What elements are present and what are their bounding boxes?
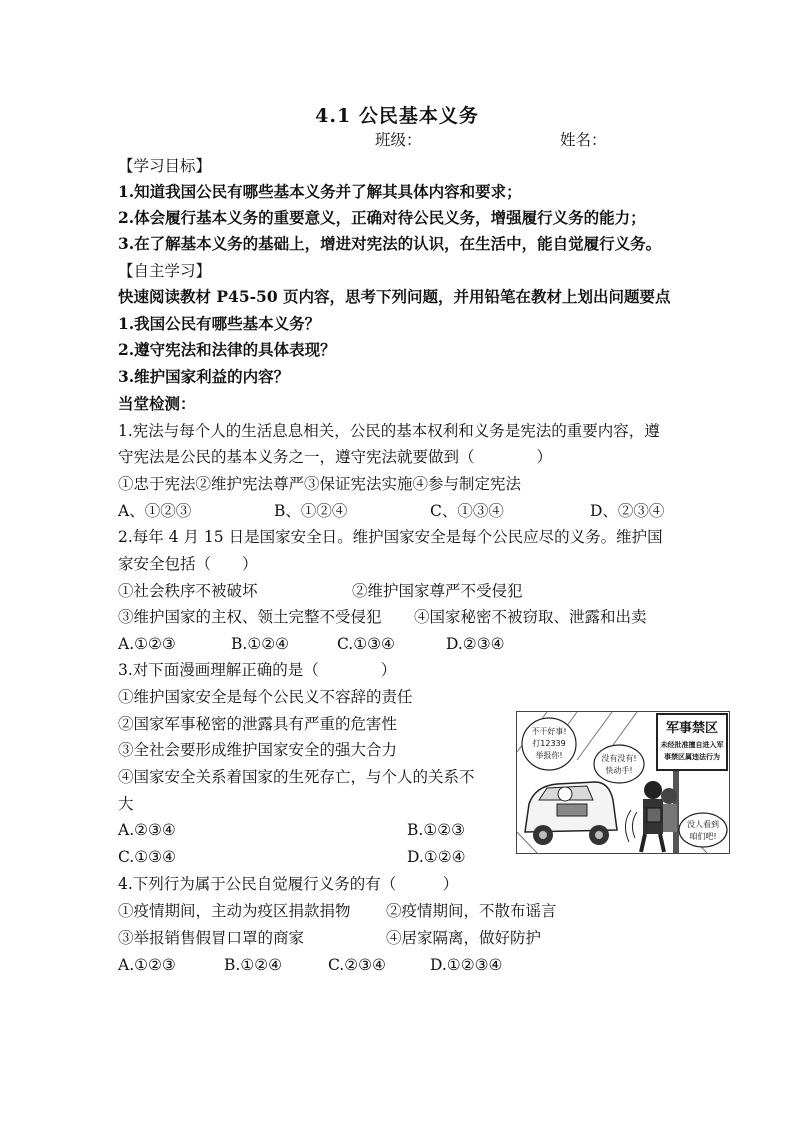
- sign-line-1: 未经批准擅自进入军: [660, 741, 724, 749]
- car-drawing: [525, 782, 617, 845]
- q4-stem: 4.下列行为属于公民自觉履行义务的有（ ）: [118, 875, 459, 893]
- bubble-left-text-1: 不干好事!: [531, 727, 567, 736]
- self-study-item-3: 3.维护国家利益的内容？: [118, 367, 290, 386]
- q4-item-2: ②疫情期间，不散布谣言: [386, 902, 557, 920]
- q4-option-a: A.①②③: [118, 956, 176, 974]
- q2-item-2: ②维护国家尊严不受侵犯: [352, 582, 523, 600]
- q2-item-3: ③维护国家的主权、领土完整不受侵犯: [118, 608, 382, 626]
- q2-stem-line2: 家安全包括（ ）: [118, 555, 258, 573]
- goal-item-3: 3.在了解基本义务的基础上，增进对宪法的认识，在生活中，能自觉履行义务。: [118, 234, 662, 253]
- self-study-item-2: 2.遵守宪法和法律的具体表现？: [118, 340, 336, 359]
- q3-item-2: ②国家军事秘密的泄露具有严重的危害性: [118, 715, 398, 733]
- self-study-item-1: 1.我国公民有哪些基本义务？: [118, 314, 321, 333]
- bubble-left-text-3: 举报你!: [535, 751, 563, 760]
- class-label: 班级：: [375, 131, 422, 149]
- q3-item-1: ①维护国家安全是每个公民义不容辞的责任: [118, 688, 413, 706]
- goals-header: 【学习目标】: [118, 157, 212, 175]
- q2-item-1: ①社会秩序不被破坏: [118, 582, 258, 600]
- cartoon-illustration: [516, 711, 730, 854]
- q4-option-b: B.①②④: [224, 956, 283, 974]
- q3-option-d: D.①②④: [407, 848, 466, 866]
- q4-option-d: D.①②③④: [430, 956, 503, 974]
- q2-stem-line1: 2.每年 4 月 15 日是国家安全日。维护国家安全是每个公民应尽的义务。维护国: [118, 528, 663, 546]
- self-study-header: 【自主学习】: [118, 262, 212, 280]
- self-study-intro: 快速阅读教材 P45-50 页内容，思考下列问题，并用铅笔在教材上划出问题要点: [118, 287, 671, 306]
- q4-item-4: ④居家隔离，做好防护: [386, 929, 542, 947]
- goal-item-1: 1.知道我国公民有哪些基本义务并了解其具体内容和要求；: [118, 182, 522, 201]
- q3-option-a: A.②③④: [118, 821, 176, 839]
- people-drawing: [625, 781, 677, 852]
- q2-option-a: A.①②③: [118, 635, 176, 653]
- q4-item-1: ①疫情期间，主动为疫区捐款捐物: [118, 902, 351, 920]
- page-title: 4.1 公民基本义务: [315, 105, 479, 127]
- bubble-right-text-2: 咱们吧!: [689, 832, 717, 841]
- q3-item-3: ③全社会要形成维护国家安全的强大合力: [118, 741, 398, 759]
- q2-option-c: C.①③④: [337, 635, 395, 653]
- bubble-mid-text-1: 没有没有!: [601, 754, 637, 763]
- q3-item-4-cont: 大: [118, 795, 134, 813]
- q1-option-d: D、②③④: [590, 502, 665, 520]
- q2-option-b: B.①②④: [231, 635, 290, 653]
- q2-option-d: D.②③④: [446, 635, 505, 653]
- check-header: 当堂检测：: [118, 394, 196, 413]
- q3-item-4: ④国家安全关系着国家的生死存亡，与个人的关系不: [118, 768, 475, 786]
- sign-line-2: 事禁区属违法行为: [664, 753, 720, 761]
- bubble-right-text-1: 没人看到: [687, 820, 719, 829]
- bubble-mid-text-2: 快动手!: [605, 766, 633, 775]
- q3-stem: 3.对下面漫画理解正确的是（ ）: [118, 661, 397, 679]
- sign-title: 军事禁区: [665, 721, 719, 736]
- q4-item-3: ③举报销售假冒口罩的商家: [118, 929, 305, 947]
- q1-option-a: A、①②③: [118, 502, 192, 520]
- speech-bubble-right: [679, 813, 727, 847]
- q1-stem-line1: 1.宪法与每个人的生活息息相关，公民的基本权利和义务是宪法的重要内容，遵: [118, 422, 660, 440]
- bubble-left-text-2: 打12339: [532, 739, 566, 748]
- q2-item-4: ④国家秘密不被窃取、泄露和出卖: [414, 608, 647, 626]
- q3-option-b: B.①②③: [407, 821, 466, 839]
- q1-items: ①忠于宪法②维护宪法尊严③保证宪法实施④参与制定宪法: [118, 475, 522, 493]
- q1-option-b: B、①②④: [274, 502, 348, 520]
- speech-bubble-middle: [594, 745, 644, 783]
- name-label: 姓名：: [560, 131, 607, 149]
- q3-option-c: C.①③④: [118, 848, 176, 866]
- q1-option-c: C、①③④: [430, 502, 504, 520]
- q4-option-c: C.②③④: [328, 956, 386, 974]
- goal-item-2: 2.体会履行基本义务的重要意义，正确对待公民义务，增强履行义务的能力；: [118, 208, 646, 227]
- q1-stem-line2: 守宪法是公民的基本义务之一，遵守宪法就要做到（ ）: [118, 448, 553, 466]
